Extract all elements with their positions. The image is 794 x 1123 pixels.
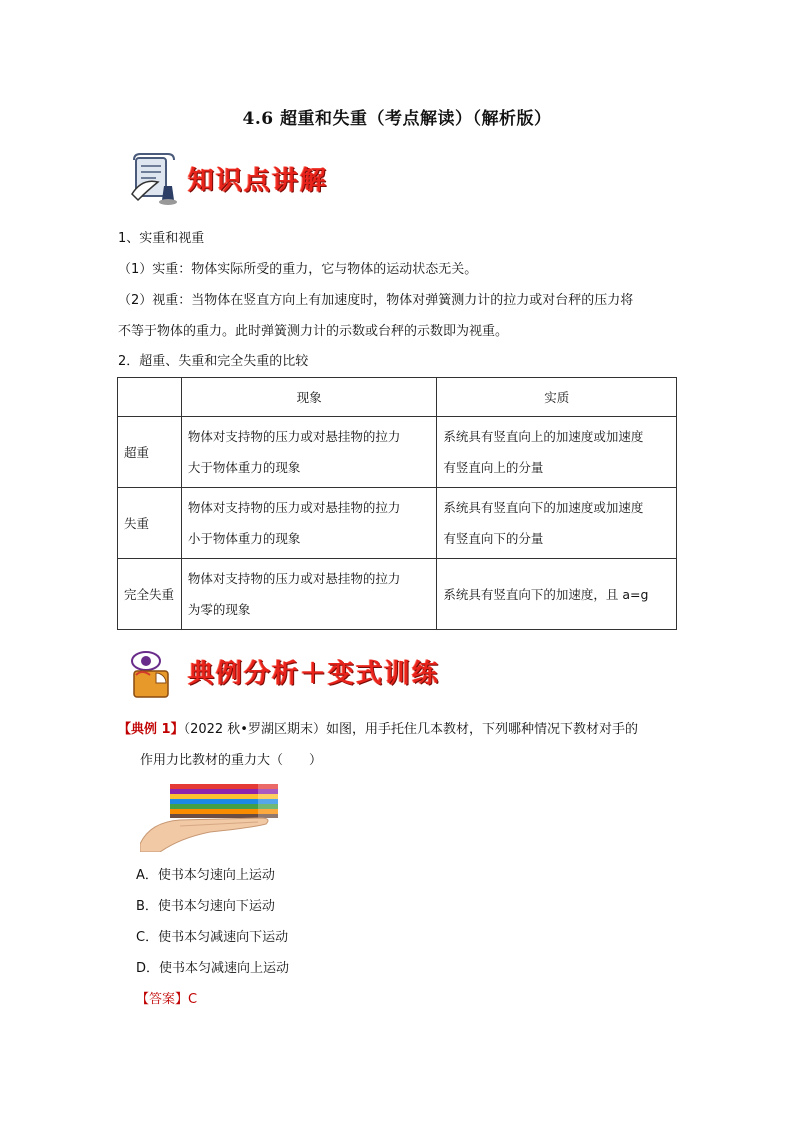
example1-line1 [118,722,638,738]
cell-text: 物体对支持物的压力或对悬挂物的拉力 [187,429,401,444]
row-phenomenon [181,488,437,559]
banner-examples-text: 典例分析＋变式训练 [188,659,441,689]
eye-chart-icon [128,645,186,701]
option-a: A．使书本匀速向上运动 [136,868,275,883]
row-phenomenon [181,417,437,488]
cell-text: 系统具有竖直向下的加速度或加速度 [443,500,644,515]
page-title: 4.6 超重和失重（考点解读）（解析版） [242,109,552,129]
answer-label: 【答案】 [136,992,189,1007]
answer-value: C [188,992,198,1007]
table-header-row [118,378,677,417]
row-essence [437,559,677,630]
row-name: 完全失重 [118,559,182,630]
cell-text: 系统具有竖直向下的加速度，且 a=g [443,586,649,602]
cell-text: 有竖直向下的分量 [443,531,544,546]
section1-item2-line1: （2）视重：当物体在竖直方向上有加速度时，物体对弹簧测力计的拉力或对台秤的压力将 [118,293,634,308]
table-row [118,417,677,488]
banner-knowledge-text: 知识点讲解 [188,166,329,196]
section1-item2-line2: 不等于物体的重力。此时弹簧测力计的示数或台秤的示数即为视重。 [118,324,509,339]
option-c: C．使书本匀减速向下运动 [136,930,289,945]
cell-text: 物体对支持物的压力或对悬挂物的拉力 [187,500,401,515]
section1-item1: （1）实重：物体实际所受的重力，它与物体的运动状态无关。 [118,262,478,277]
section1-heading: 1、实重和视重 [118,231,205,246]
scroll-quill-icon [128,150,188,208]
table-row [118,559,677,630]
table-row [118,488,677,559]
row-phenomenon [181,559,437,630]
section2-heading: 2．超重、失重和完全失重的比较 [118,354,309,369]
table-header-essence: 实质 [437,378,677,417]
cell-text: 有竖直向上的分量 [443,460,544,475]
example-stem-line2: 作用力比教材的重力大（ ） [140,753,323,768]
example-stem-line1: 如图，用手托住几本教材，下列哪种情况下教材对手的 [325,722,638,737]
table-header-phenomenon: 现象 [181,378,437,417]
comparison-table [117,377,677,630]
example-source: （2022 秋•罗湖区期末） [183,722,326,737]
row-essence [437,488,677,559]
table-header-blank [118,378,182,417]
cell-text: 物体对支持物的压力或对悬挂物的拉力 [187,571,401,586]
row-name: 超重 [118,417,182,488]
example-label: 【典例 1】 [118,722,184,737]
answer-line [136,992,197,1008]
cell-text: 系统具有竖直向上的加速度或加速度 [443,429,644,444]
option-b: B．使书本匀速向下运动 [136,899,275,914]
cell-text: 小于物体重力的现象 [187,531,301,546]
knowledge-banner [128,150,388,208]
row-essence [437,417,677,488]
cell-text: 大于物体重力的现象 [187,460,301,475]
cell-text: 为零的现象 [187,602,251,617]
hand-holding-books-illustration [140,782,290,852]
option-d: D．使书本匀减速向上运动 [136,961,290,976]
examples-banner [128,645,488,703]
row-name: 失重 [118,488,182,559]
